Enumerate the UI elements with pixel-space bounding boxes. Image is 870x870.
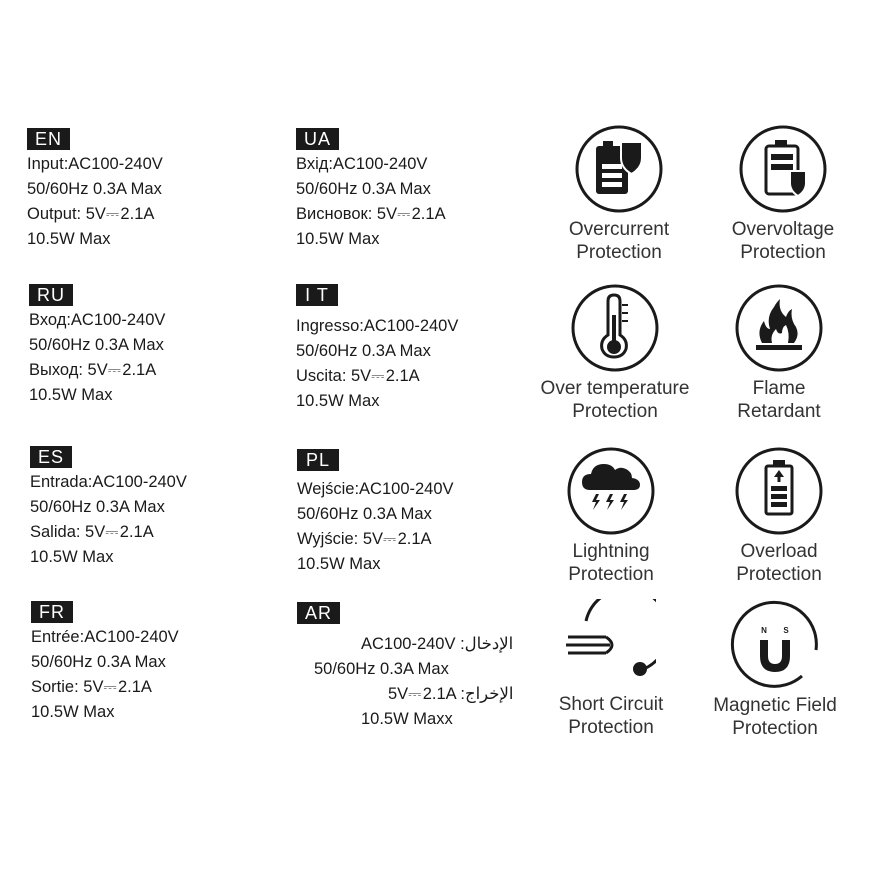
lang-tag-pl: PL bbox=[297, 449, 339, 471]
lang-block-ua bbox=[296, 128, 446, 252]
power-spec: 10.5W Max bbox=[296, 230, 380, 248]
feature-caption-line1: Flame bbox=[752, 378, 806, 399]
feature-caption-line1: Magnetic Field bbox=[713, 695, 837, 716]
input-spec: Input:AC100-240V bbox=[27, 155, 163, 173]
magnet-pole-n: N bbox=[761, 626, 767, 635]
overvoltage-battery-shield-icon bbox=[738, 124, 828, 214]
feature-caption-line2: Retardant bbox=[737, 401, 821, 422]
power-spec: 10.5W Max bbox=[297, 555, 381, 573]
frequency-spec: 50/60Hz 0.3A Max bbox=[27, 180, 162, 198]
output-spec: Sortie: 5V⎓ 2.1A bbox=[31, 678, 152, 696]
output-spec: Output: 5V⎓ 2.1A bbox=[27, 205, 155, 223]
feature-caption-line1: Short Circuit bbox=[558, 694, 664, 715]
lightning-cloud-icon bbox=[566, 446, 656, 536]
frequency-spec: 50/60Hz 0.3A Max bbox=[297, 505, 432, 523]
frequency-spec: 50/60Hz 0.3A Max bbox=[296, 180, 431, 198]
output-spec: Wyjście: 5V⎓ 2.1A bbox=[297, 530, 432, 548]
power-spec: 10.5W Max bbox=[27, 230, 111, 248]
feature-caption-line1: Overcurrent bbox=[568, 219, 670, 240]
lang-block-pl bbox=[297, 449, 454, 577]
input-spec: Вход:AC100-240V bbox=[29, 311, 166, 329]
lang-block-ru bbox=[29, 284, 165, 408]
feature-caption-line1: Over temperature bbox=[540, 378, 690, 399]
frequency-spec: 50/60Hz 0.3A Max bbox=[29, 336, 164, 354]
feature-caption-line1: Overvoltage bbox=[731, 219, 835, 240]
input-spec: Ingresso:AC100-240V bbox=[296, 317, 459, 335]
feature-caption-line2: Protection bbox=[576, 242, 662, 263]
lang-tag-ua: UA bbox=[296, 128, 339, 150]
lang-block-fr bbox=[31, 601, 179, 725]
magnet-pole-s: S bbox=[783, 626, 789, 635]
lang-block-en bbox=[27, 128, 163, 252]
power-spec: 10.5W Maxx bbox=[361, 710, 453, 728]
lang-tag-it: I T bbox=[296, 284, 338, 306]
thermometer-icon bbox=[570, 283, 660, 373]
output-spec: Uscita: 5V⎓ 2.1A bbox=[296, 367, 420, 385]
output-spec: Висновок: 5V⎓ 2.1A bbox=[296, 205, 446, 223]
frequency-spec: 50/60Hz 0.3A Max bbox=[296, 342, 431, 360]
feature-overcurrent bbox=[534, 124, 704, 264]
input-spec: Entrada:AC100-240V bbox=[30, 473, 187, 491]
feature-caption-line2: Protection bbox=[568, 717, 654, 738]
lang-tag-ar: AR bbox=[297, 602, 340, 624]
magnet-icon bbox=[730, 600, 820, 690]
lang-block-ar bbox=[297, 602, 517, 732]
frequency-spec: 50/60Hz 0.3A Max bbox=[30, 498, 165, 516]
frequency-spec: 50/60Hz 0.3A Max bbox=[31, 653, 166, 671]
feature-overvoltage bbox=[698, 124, 868, 264]
feature-caption-line2: Protection bbox=[740, 242, 826, 263]
short-circuit-icon bbox=[566, 599, 656, 689]
flame-icon bbox=[734, 283, 824, 373]
feature-caption-line2: Protection bbox=[568, 564, 654, 585]
feature-caption-line2: Protection bbox=[736, 564, 822, 585]
feature-lightning bbox=[526, 446, 696, 586]
output-spec: Salida: 5V⎓ 2.1A bbox=[30, 523, 154, 541]
feature-short-circuit bbox=[526, 599, 696, 739]
feature-flame-retardant bbox=[694, 283, 864, 423]
lang-tag-fr: FR bbox=[31, 601, 73, 623]
feature-magnetic-field bbox=[690, 600, 860, 740]
input-spec: Вхід:AC100-240V bbox=[296, 155, 428, 173]
feature-caption-line2: Protection bbox=[732, 718, 818, 739]
lang-block-it bbox=[296, 284, 458, 414]
power-spec: 10.5W Max bbox=[29, 386, 113, 404]
lang-tag-en: EN bbox=[27, 128, 70, 150]
output-spec: Выход: 5V⎓ 2.1A bbox=[29, 361, 157, 379]
lang-tag-es: ES bbox=[30, 446, 72, 468]
feature-caption-line1: Lightning bbox=[572, 541, 650, 562]
feature-caption-line2: Protection bbox=[572, 401, 658, 422]
input-spec: AC100-240V :الإدخال bbox=[361, 635, 514, 653]
power-spec: 10.5W Max bbox=[296, 392, 380, 410]
output-spec: 5V⎓ 2.1A :الإخراج bbox=[388, 685, 514, 703]
feature-overload bbox=[694, 446, 864, 586]
input-spec: Wejście:AC100-240V bbox=[297, 480, 454, 498]
overload-battery-icon bbox=[734, 446, 824, 536]
frequency-spec: 50/60Hz 0.3A Max bbox=[314, 660, 449, 678]
lang-block-es bbox=[30, 446, 187, 570]
feature-over-temperature bbox=[530, 283, 700, 423]
power-spec: 10.5W Max bbox=[31, 703, 115, 721]
power-spec: 10.5W Max bbox=[30, 548, 114, 566]
overcurrent-battery-shield-icon bbox=[574, 124, 664, 214]
feature-caption-line1: Overload bbox=[740, 541, 818, 562]
lang-tag-ru: RU bbox=[29, 284, 73, 306]
input-spec: Entrée:AC100-240V bbox=[31, 628, 179, 646]
